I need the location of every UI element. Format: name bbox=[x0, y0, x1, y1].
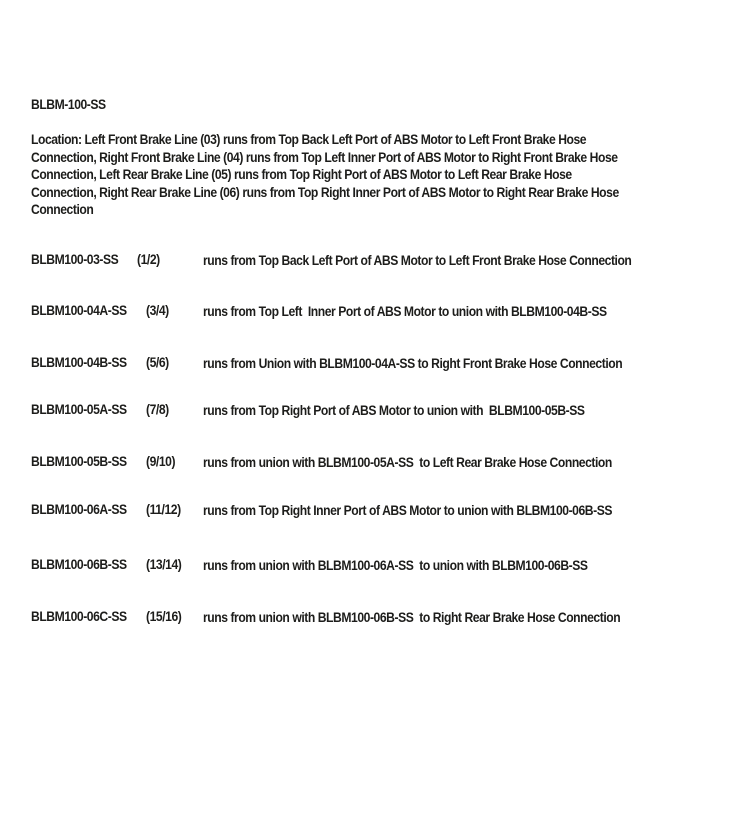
part-route: runs from Top Back Left Port of ABS Motor to Left Front Brake Hose Connection bbox=[203, 253, 632, 268]
part-route: runs from Top Left Inner Port of ABS Motor to union with BLBM100-04B-SS bbox=[203, 304, 607, 319]
part-label bbox=[31, 355, 172, 370]
part-pair-count: (15/16) bbox=[146, 609, 182, 624]
part-pair-count: (7/8) bbox=[146, 402, 170, 417]
part-row bbox=[0, 303, 729, 321]
part-pair-count: (1/2) bbox=[137, 252, 160, 267]
location-line: Connection, Right Front Brake Line (04) runs from Top Left Inner Port of ABS Motor to Right Front Brake Hose bbox=[31, 149, 618, 165]
location-paragraph bbox=[31, 131, 729, 219]
part-row bbox=[0, 402, 729, 420]
part-pair-count: (3/4) bbox=[146, 303, 170, 318]
part-pair-count: (9/10) bbox=[146, 454, 176, 469]
part-id: BLBM100-05B-SS bbox=[31, 454, 127, 469]
part-row bbox=[0, 252, 729, 270]
part-route: runs from Top Right Port of ABS Motor to union with BLBM100-05B-SS bbox=[203, 403, 585, 418]
part-route: runs from union with BLBM100-05A-SS to Left Rear Brake Hose Connection bbox=[203, 455, 612, 470]
part-id: BLBM100-06B-SS bbox=[31, 557, 127, 572]
part-label bbox=[31, 454, 179, 469]
part-label bbox=[31, 303, 172, 318]
part-number-heading: BLBM-100-SS bbox=[31, 97, 106, 112]
part-label bbox=[31, 402, 172, 417]
part-pair-count: (11/12) bbox=[146, 502, 181, 517]
part-pair-count: (13/14) bbox=[146, 557, 182, 572]
part-label bbox=[31, 609, 186, 624]
location-line: Connection, Left Rear Brake Line (05) runs from Top Right Port of ABS Motor to Left Rear Brake Hose bbox=[31, 167, 572, 183]
part-route: runs from union with BLBM100-06A-SS to union with BLBM100-06B-SS bbox=[203, 558, 588, 573]
part-id: BLBM100-04B-SS bbox=[31, 355, 127, 370]
part-id: BLBM100-03-SS bbox=[31, 252, 119, 267]
location-line: Location: Left Front Brake Line (03) runs from Top Back Left Port of ABS Motor to Left Front Brake Hose bbox=[31, 132, 587, 147]
part-row bbox=[0, 557, 729, 575]
part-label bbox=[31, 557, 186, 572]
part-id: BLBM100-04A-SS bbox=[31, 303, 127, 318]
part-route: runs from Union with BLBM100-04A-SS to Right Front Brake Hose Connection bbox=[203, 356, 623, 371]
part-id: BLBM100-05A-SS bbox=[31, 402, 127, 417]
part-id: BLBM100-06A-SS bbox=[31, 502, 127, 517]
part-route: runs from Top Right Inner Port of ABS Motor to union with BLBM100-06B-SS bbox=[203, 503, 613, 518]
part-row bbox=[0, 502, 729, 520]
part-id: BLBM100-06C-SS bbox=[31, 609, 127, 624]
part-row bbox=[0, 454, 729, 472]
part-route: runs from union with BLBM100-06B-SS to Right Rear Brake Hose Connection bbox=[203, 610, 621, 625]
part-label bbox=[31, 252, 162, 267]
part-pair-count: (5/6) bbox=[146, 355, 170, 370]
part-row bbox=[0, 355, 729, 373]
part-label bbox=[31, 502, 185, 517]
part-row bbox=[0, 609, 729, 627]
location-line: Connection, Right Rear Brake Line (06) runs from Top Right Inner Port of ABS Motor to Right Rear Brake Hose bbox=[31, 184, 619, 200]
location-line: Connection bbox=[31, 202, 94, 218]
